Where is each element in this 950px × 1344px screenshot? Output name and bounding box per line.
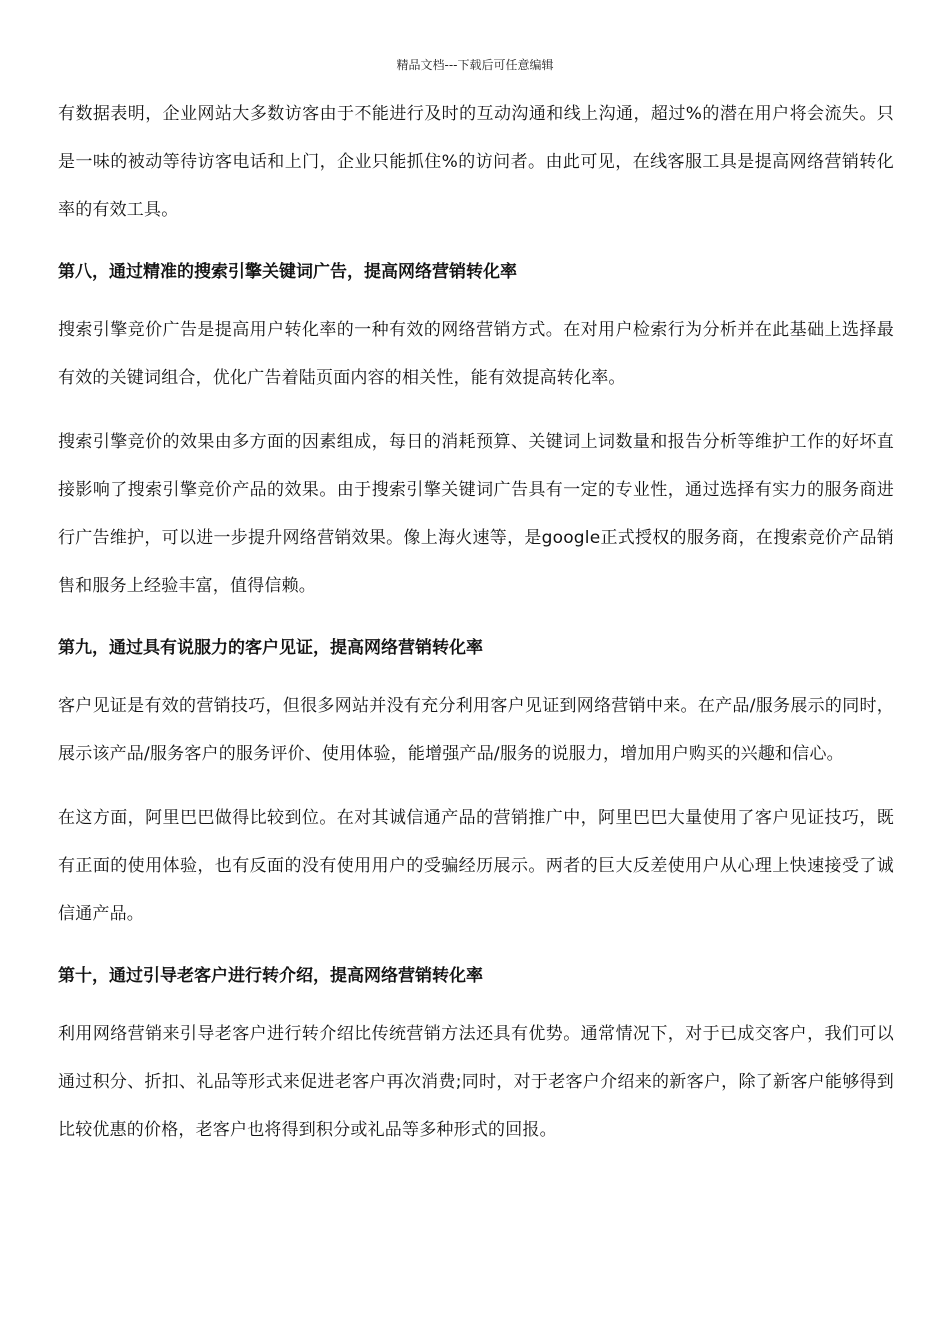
section-heading-8: 第八，通过精准的搜索引擎关键词广告，提高网络营销转化率 [58, 262, 517, 282]
document-body [58, 90, 894, 1170]
page-header: 精品文档---下载后可任意编辑 [396, 58, 554, 72]
paragraph-search-ads: 搜索引擎竞价广告是提高用户转化率的一种有效的网络营销方式。在对用户检索行为分析并在此基础上选择最有效的关键词组合，优化广告着陆页面内容的相关性，能有效提高转化率。 [58, 320, 894, 388]
paragraph-testimonials: 客户见证是有效的营销技巧，但很多网站并没有充分利用客户见证到网络营销中来。在产品/服务展示的同时，展示该产品/服务客户的服务评价、使用体验，能增强产品/服务的说服力，增加用户购买的兴趣和信心。 [58, 696, 894, 764]
paragraph-alibaba: 在这方面，阿里巴巴做得比较到位。在对其诚信通产品的营销推广中，阿里巴巴大量使用了客户见证技巧，既有正面的使用体验，也有反面的没有使用用户的受骗经历展示。两者的巨大反差使用户从心理上快速接受了诚信通产品。 [58, 808, 894, 924]
paragraph-search-bidding: 搜索引擎竞价的效果由多方面的因素组成，每日的消耗预算、关键词上词数量和报告分析等维护工作的好坏直接影响了搜索引擎竞价产品的效果。由于搜索引擎关键词广告具有一定的专业性，通过选择有实力的服务商进行广告维护，可以进一步提升网络营销效果。像上海火速等，是google正式授权的服务商，在搜索竞价产品销售和服务上经验丰富，值得信赖。 [58, 432, 894, 596]
section-heading-9: 第九，通过具有说服力的客户见证，提高网络营销转化率 [58, 638, 483, 658]
paragraph-online-service: 有数据表明，企业网站大多数访客由于不能进行及时的互动沟通和线上沟通，超过%的潜在用户将会流失。只是一味的被动等待访客电话和上门，企业只能抓住%的访问者。由此可见，在线客服工具是提高网络营销转化率的有效工具。 [58, 104, 894, 220]
paragraph-referrals: 利用网络营销来引导老客户进行转介绍比传统营销方法还具有优势。通常情况下，对于已成交客户，我们可以通过积分、折扣、礼品等形式来促进老客户再次消费;同时，对于老客户介绍来的新客户，除了新客户能够得到比较优惠的价格，老客户也将得到积分或礼品等多种形式的回报。 [58, 1024, 894, 1140]
section-heading-10: 第十，通过引导老客户进行转介绍，提高网络营销转化率 [58, 966, 483, 986]
